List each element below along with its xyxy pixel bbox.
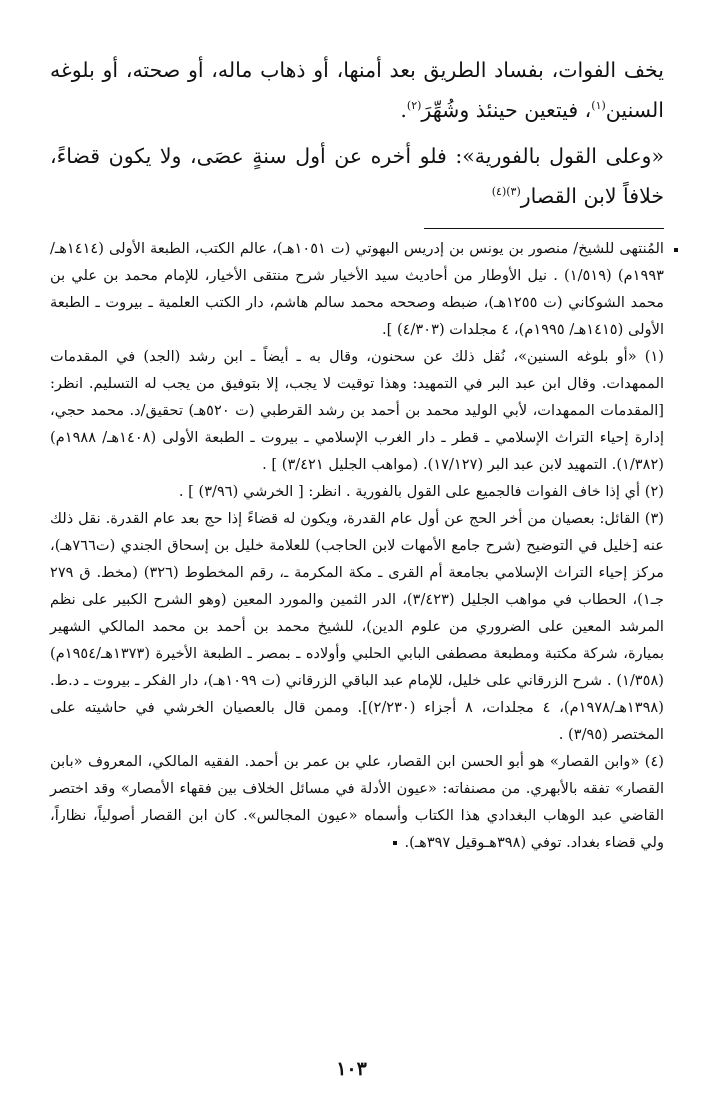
footnote-separator xyxy=(424,228,664,229)
page-content xyxy=(50,50,664,856)
footnote-4: (٤) «وابن القصار» هو أبو الحسن ابن القصار، علي بن عمر بن أحمد. الفقيه المالكي، المعروف «بابن القصار» تفقه بالأبهري. من مصنفاته: «عيون الأدلة في مسائل الخلاف بين فقهاء الأمصار» وقد اختصر القاضي عبد الوهاب البغدادي هذا الكتاب وأسماه «عيون المجالس». كان ابن القصار أصولياً، نظاراً، ولي قضاء بغداد. توفي (٣٩٨هـوقيل ٣٩٧هـ). xyxy=(50,748,664,856)
main-paragraph-1-mid: ، فيتعين حينئذ وشُهِّرَ xyxy=(421,98,592,122)
main-paragraph-2 xyxy=(50,136,664,216)
main-paragraph-1-text: يخف الفوات، بفساد الطريق بعد أمنها، أو ذهاب ماله، أو صحته، أو بلوغه السنين xyxy=(50,58,664,122)
footnote-source-note: المُنتهى للشيخ/ منصور بن يونس بن إدريس البهوتي (ت ١٠٥١هـ)، عالم الكتب، الطبعة الأولى (١٤١٤هـ/١٩٩٣م) (١/٥١٩) . نيل الأوطار من أحاديث سيد الأخيار شرح منتقى الأخيار، للإمام محمد بن علي بن محمد الشوكاني (ت ١٢٥٥هـ)، ضبطه وصححه محمد سالم هاشم، دار الكتب العلمية ـ بيروت ـ الطبعة الأولى (١٤١٥هـ/ ١٩٩٥م)، ٤ مجلدات (٤/٣٠٣) ]. xyxy=(50,235,664,343)
footnote-1: (١) «أو بلوغه السنين»، نُقل ذلك عن سحنون، وقال به ـ أيضاً ـ ابن رشد (الجد) في المقدمات الممهدات. وقال ابن عبد البر في التمهيد: وهذا توقيت لا يجب، إلا بتوفيق من يجب له التسليم. انظر: [المقدمات الممهدات، لأبي الوليد محمد بن أحمد بن رشد القرطبي (ت ٥٢٠هـ) تحقيق/د. محمد حجي، إدارة إحياء التراث الإسلامي ـ قطر ـ دار الغرب الإسلامي ـ بيروت ـ الطبعة الأولى (١٤٠٨هـ/ ١٩٨٨م) (١/٣٨٢). التمهيد لابن عبد البر (١٧/١٢٧). (مواهب الجليل ٣/٤٢١) ] . xyxy=(50,348,664,473)
main-text xyxy=(50,50,664,216)
main-paragraph-1-end: . xyxy=(400,98,407,122)
main-paragraph-2-text: «وعلى القول بالفورية»: فلو أخره عن أول سنةٍ عصَى، ولا يكون قضاءً، خلافاً لابن القصار xyxy=(50,144,664,208)
footnote-ref-3-4[interactable]: (٣)(٤) xyxy=(491,185,521,199)
footnotes xyxy=(50,235,664,856)
footnote-2: (٢) أي إذا خاف الفوات فالجميع على القول بالفورية . انظر: [ الخرشي (٣/٩٦) ] . xyxy=(178,483,664,500)
footnote-ref-2[interactable]: (٢) xyxy=(406,99,422,113)
footnote-3: (٣) القائل: بعصيان من أخر الحج عن أول عام القدرة، ويكون له قضاءً إذا حج بعد عام القدرة. نقل ذلك عنه [خليل في التوضيح (شرح جامع الأمهات لابن الحاجب) للعلامة خليل بن إسحاق الجندي (ت٧٦٦هـ)، مركز إحياء التراث الإسلامي بجامعة أم القرى ـ مكة المكرمة ـ، رقم المخطوط (٣٢٦) (مخط. ق ٢٧٩ جـ١)، الحطاب في مواهب الجليل (٣/٤٢٣)، الدر الثمين والمورد المعين (وهو الشرح الكبير على نظم المرشد المعين على الضروري من علوم الدين)، للشيخ محمد بن أحمد بن محمد المالكي الشهير بميارة، شركة مكتبة ومطبعة مصطفى البابي الحلبي وأولاده ـ بمصر ـ الطبعة الأخيرة (١٣٧٣هـ/١٩٥٤م) (١/٣٥٨) . شرح الزرقاني على خليل، للإمام عبد الباقي الزرقاني (ت ١٠٩٩هـ)، دار الفكر ـ بيروت ـ د.ط. (١٣٩٨هـ/١٩٧٨م)، ٤ مجلدات، ٨ أجزاء (٢/٢٣٠)]. وممن قال بالعصيان الخرشي في حاشيته على المختصر (٣/٩٥) . xyxy=(50,510,665,743)
main-paragraph-1 xyxy=(50,50,664,130)
footnote-ref-1[interactable]: (١) xyxy=(591,99,606,113)
page-number: ١٠٣ xyxy=(336,1058,367,1080)
